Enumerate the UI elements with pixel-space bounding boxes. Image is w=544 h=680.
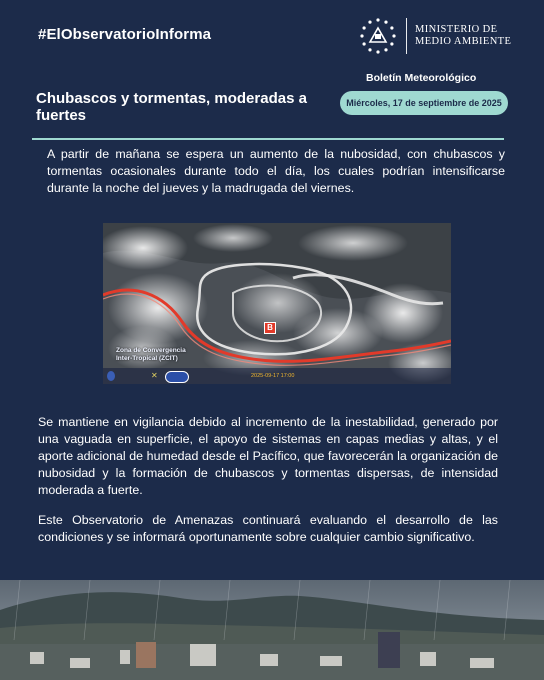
paragraph-surveillance: Se mantiene en vigilancia debido al incremento de la inestabilidad, generado por una vaguada en superficie, el apoyo de sistemas en capas medias y altas, y el aporte adicional de humedad desde el Pacífico, que favorecerán la organización de nubosidad y la formación de chubascos y tormentas dispersas, de intensidad moderada a fuerte.: [38, 415, 498, 497]
agency-logo-icon: [165, 371, 189, 383]
paragraph-forecast: A partir de mañana se espera un aumento de la nubosidad, con chubascos y tormentas ocasionales durante todo el día, los cuales podrían intensificarse durante la noche del jueves y la madrugada del viernes.: [47, 147, 505, 195]
satellite-image: [103, 223, 451, 384]
ministry-logo: [358, 16, 511, 56]
satellite-timestamp: 2025-09-17 17:00: [251, 373, 295, 379]
date-badge: Miércoles, 17 de septiembre de 2025: [340, 91, 508, 115]
ministry-name-line2: MEDIO AMBIENTE: [415, 36, 512, 47]
ministry-name-line1: MINISTERIO DE: [415, 24, 498, 35]
institution-logo-icon: ✕: [151, 371, 158, 380]
bulletin-label: Boletín Meteorológico: [366, 72, 477, 84]
ministry-mini-logo: [117, 371, 147, 381]
seal-icon: [107, 371, 115, 381]
hashtag: #ElObservatorioInforma: [38, 26, 212, 43]
zcit-label-line2: Inter-Tropical (ZCIT): [116, 355, 178, 362]
ministry-name: [415, 24, 511, 48]
zcit-label-line1: Zona de Convergencia: [116, 347, 186, 354]
page-title: Chubascos y tormentas, moderadas a fuertes: [36, 90, 307, 124]
city-landscape-image: [0, 580, 544, 680]
ministry-divider: [406, 18, 407, 54]
paragraph-monitoring: Este Observatorio de Amenazas continuará evaluando el desarrollo de las condiciones y se informará oportunamente sobre cualquier cambio significativo.: [38, 513, 498, 544]
city-rain-photo: [0, 580, 544, 680]
zcit-label: [116, 347, 186, 363]
national-seal-icon: [358, 16, 398, 56]
title-divider: [32, 138, 504, 140]
low-pressure-marker: B: [264, 322, 276, 334]
